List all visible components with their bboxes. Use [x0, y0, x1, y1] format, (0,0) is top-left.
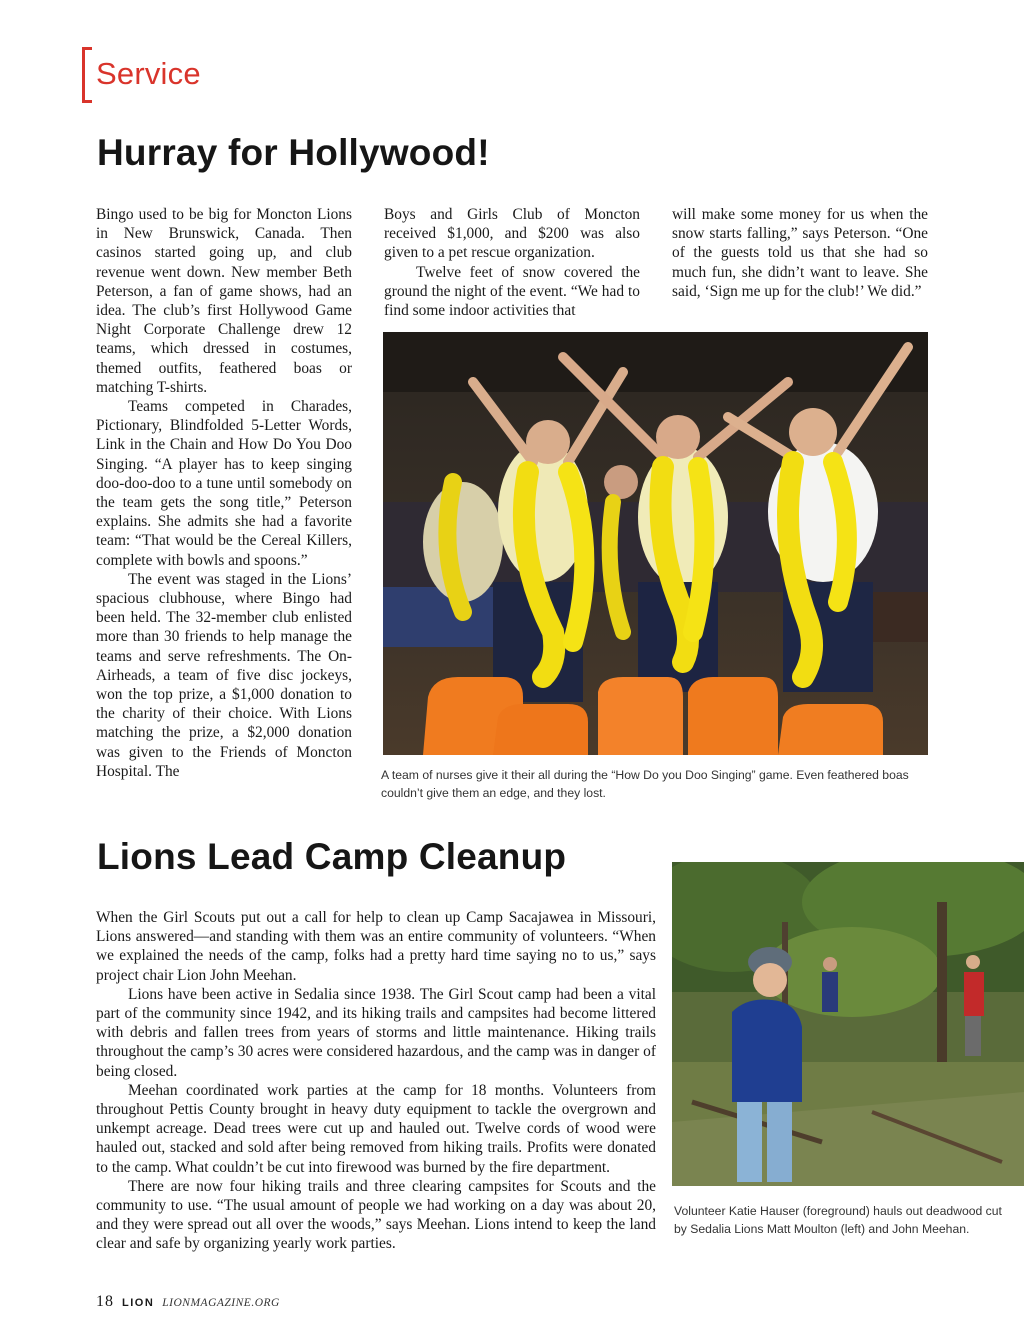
nurses-photo-illustration — [383, 332, 928, 755]
nurses-photo — [383, 332, 928, 755]
camp-cleanup-photo — [672, 862, 1024, 1186]
magazine-name: LION — [122, 1297, 155, 1309]
camp-cleanup-illustration — [672, 862, 1024, 1186]
story1-column-2 — [384, 205, 640, 320]
story2-paragraph: Lions have been active in Sedalia since 1938. The Girl Scout camp had been a vital part of the community since 1942, and its hiking trails and campsites had become littered with debris and fallen trees from years of storms and little maintenance. Hiking trails throughout the camp’s 30 acres were considered hazardous, and the camp was in danger of being closed. — [96, 985, 656, 1080]
section-tag — [82, 46, 201, 104]
story1-paragraph: Twelve feet of snow covered the ground the night of the event. “We had to find some indoor activities that — [384, 263, 640, 320]
story1-paragraph: Boys and Girls Club of Moncton received $1,000, and $200 was also given to a pet rescue organization. — [384, 206, 640, 262]
story1-paragraph: Bingo used to be big for Moncton Lions in New Brunswick, Canada. Then casinos started going up, and club revenue went down. New member Beth Peterson, a fan of game shows, had an idea. The club’s first Hollywood Game Night Corporate Challenge drew 12 teams, which dressed in costumes, themed outfits, feathered boas or matching T-shirts. — [96, 206, 352, 396]
story1-paragraph: Teams competed in Charades, Pictionary, Blindfolded 5-Letter Words, Link in the Chain and How Do You Doo Singing. “A player has to keep singing doo-doo-doo to a tune until somebody on the team gets the song title,” Peterson explains. She admits she had a favorite team: “That would be the Cereal Killers, complete with bowls and spoons.” — [96, 398, 352, 569]
story1-column-1 — [96, 205, 352, 781]
magazine-website: LIONMAGAZINE.ORG — [162, 1297, 280, 1309]
story1-paragraph: will make some money for us when the snow starts falling,” says Peterson. “One of the guests told us that she had so much fun, she didn’t want to leave. She said, ‘Sign me up for the club!’ We did.” — [672, 206, 928, 300]
story2-paragraph: When the Girl Scouts put out a call for help to clean up Camp Sacajawea in Missouri, Lions answered—and standing with them was an entire community of volunteers. “When we explained the needs of the camp, folks had a pretty hard time saying no to us,” says project chair Lion John Meehan. — [96, 909, 656, 984]
page-footer — [96, 1293, 280, 1311]
story1-column-3 — [672, 205, 928, 301]
section-bracket — [82, 47, 92, 103]
page-number: 18 — [96, 1293, 114, 1310]
story1-paragraph: The event was staged in the Lions’ spacious clubhouse, where Bingo had been held. The 32-member club enlisted more than 30 friends to help manage the teams and serve refreshments. The On-Airheads, a team of five disc jockeys, won the top prize, a $1,000 donation to the charity of their choice. With Lions matching the prize, a $2,000 donation was given to the Friends of Moncton Hospital. The — [96, 570, 352, 780]
story2-headline: Lions Lead Camp Cleanup — [97, 836, 567, 877]
story2-paragraph: Meehan coordinated work parties at the camp for 18 months. Volunteers from throughout Pettis County brought in heavy duty equipment to tackle the overgrown and unkempt acreage. Dead trees were cut up and hauled out. Twelve cords of wood were hauled out, stacked and sold after being removed from hiking trails. Profits were donated to the camp. What couldn’t be cut into firewood was burned by the fire department. — [96, 1081, 656, 1176]
nurses-photo-caption: A team of nurses give it their all during the “How Do you Doo Singing” game. Even feathered boas couldn’t give them an edge, and they lost. — [381, 768, 909, 800]
story2-body — [96, 908, 656, 1254]
story1-headline: Hurray for Hollywood! — [97, 132, 490, 173]
section-label: Service — [96, 56, 201, 91]
camp-photo-caption: Volunteer Katie Hauser (foreground) hauls out deadwood cut by Sedalia Lions Matt Moulton (left) and John Meehan. — [674, 1204, 1002, 1236]
story2-paragraph: There are now four hiking trails and three clearing campsites for Scouts and the community to use. “The usual amount of people we had working on a day was about 20, and they were spread out all over the woods,” says Meehan. Lions intend to keep the land clear and safe by organizing yearly work parties. — [96, 1177, 656, 1253]
